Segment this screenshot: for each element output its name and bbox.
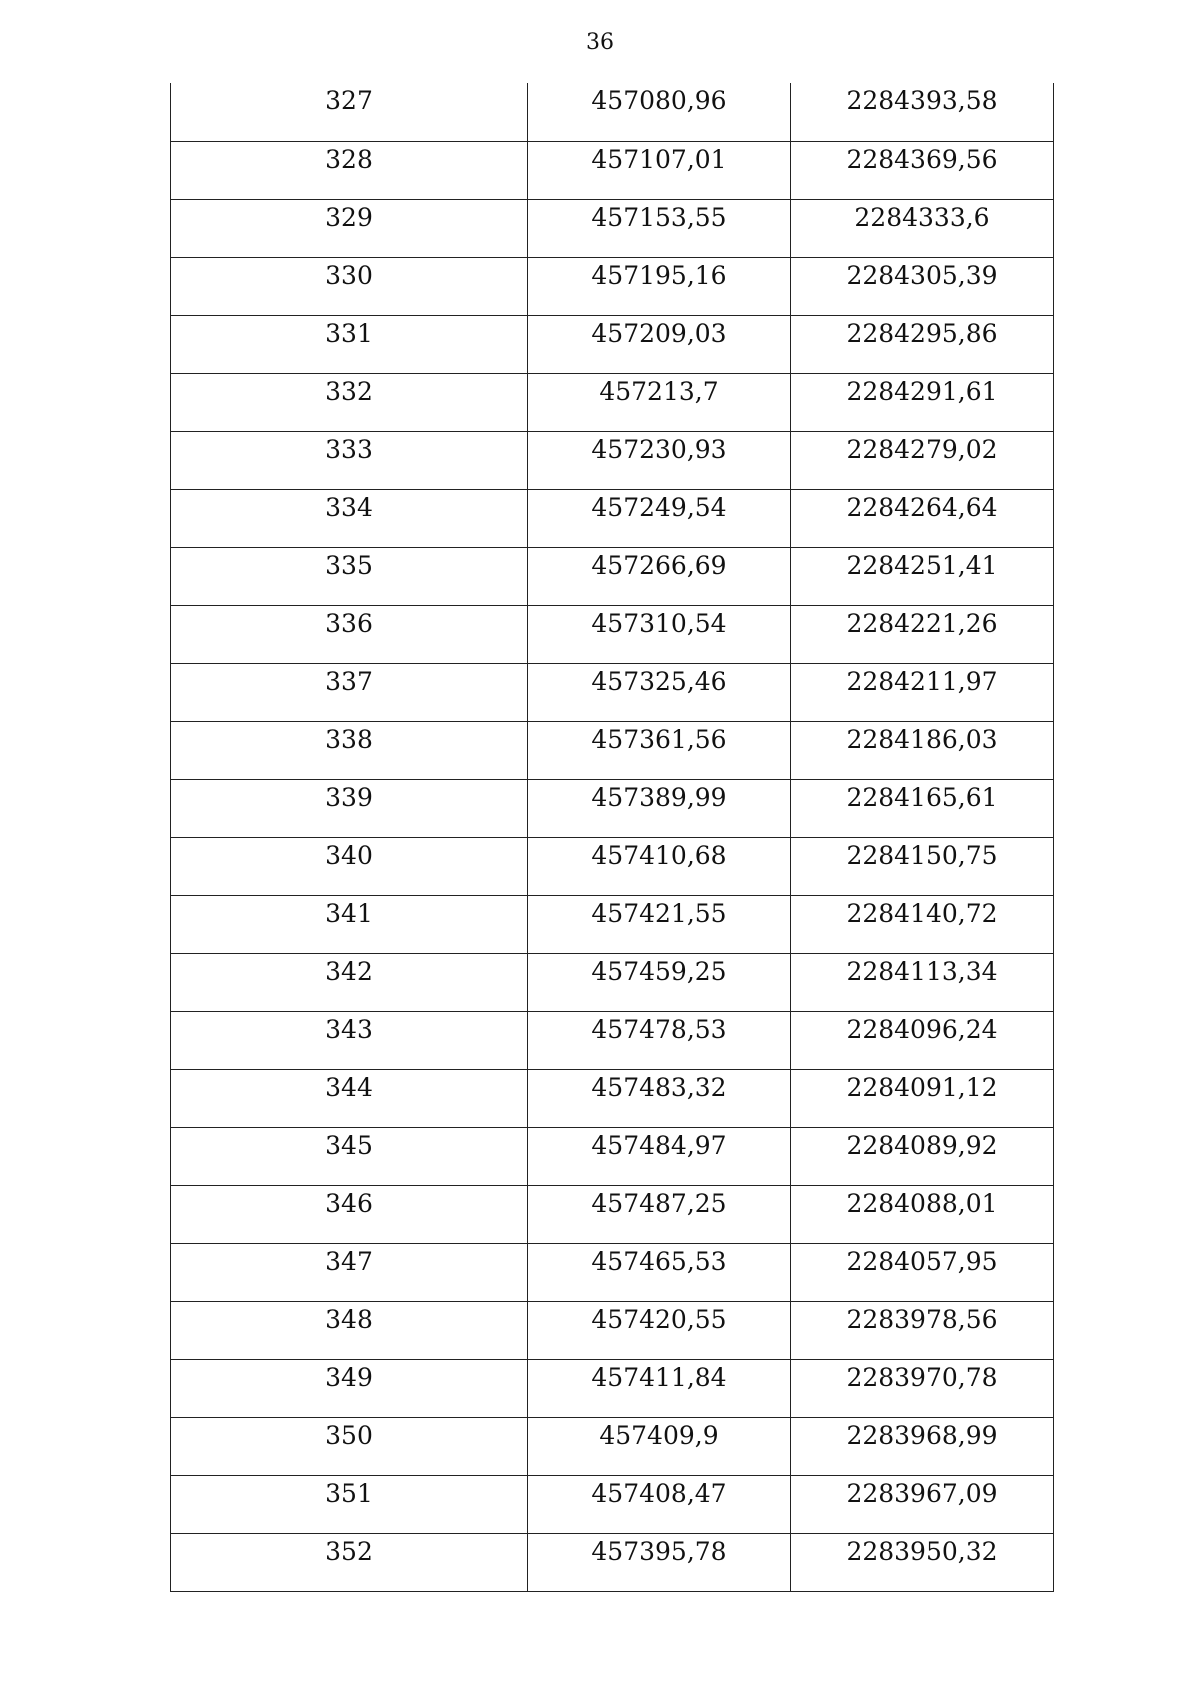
x-coordinate-cell: 457478,53 bbox=[528, 1011, 791, 1069]
table-row bbox=[171, 1069, 1054, 1127]
y-coordinate-cell: 2284091,12 bbox=[791, 1069, 1054, 1127]
y-coordinate-cell: 2284279,02 bbox=[791, 431, 1054, 489]
x-coordinate-cell: 457361,56 bbox=[528, 721, 791, 779]
table-row bbox=[171, 895, 1054, 953]
x-coordinate-cell: 457421,55 bbox=[528, 895, 791, 953]
y-coordinate-cell: 2284140,72 bbox=[791, 895, 1054, 953]
y-coordinate-cell: 2284088,01 bbox=[791, 1185, 1054, 1243]
x-coordinate-cell: 457409,9 bbox=[528, 1417, 791, 1475]
table-row bbox=[171, 1243, 1054, 1301]
table-row bbox=[171, 431, 1054, 489]
y-coordinate-cell: 2284393,58 bbox=[791, 83, 1054, 141]
table-row bbox=[171, 1127, 1054, 1185]
x-coordinate-cell: 457389,99 bbox=[528, 779, 791, 837]
table-row bbox=[171, 489, 1054, 547]
point-number-cell: 350 bbox=[171, 1417, 528, 1475]
table-row bbox=[171, 721, 1054, 779]
table-row bbox=[171, 1301, 1054, 1359]
x-coordinate-cell: 457080,96 bbox=[528, 83, 791, 141]
table-row bbox=[171, 779, 1054, 837]
coordinates-table-body bbox=[171, 83, 1054, 1591]
y-coordinate-cell: 2284333,6 bbox=[791, 199, 1054, 257]
point-number-cell: 339 bbox=[171, 779, 528, 837]
point-number-cell: 349 bbox=[171, 1359, 528, 1417]
table-row bbox=[171, 373, 1054, 431]
point-number-cell: 345 bbox=[171, 1127, 528, 1185]
x-coordinate-cell: 457107,01 bbox=[528, 141, 791, 199]
point-number-cell: 351 bbox=[171, 1475, 528, 1533]
point-number-cell: 340 bbox=[171, 837, 528, 895]
point-number-cell: 337 bbox=[171, 663, 528, 721]
table-row bbox=[171, 1417, 1054, 1475]
point-number-cell: 348 bbox=[171, 1301, 528, 1359]
x-coordinate-cell: 457483,32 bbox=[528, 1069, 791, 1127]
table-row bbox=[171, 315, 1054, 373]
table-row bbox=[171, 141, 1054, 199]
x-coordinate-cell: 457395,78 bbox=[528, 1533, 791, 1591]
y-coordinate-cell: 2283968,99 bbox=[791, 1417, 1054, 1475]
x-coordinate-cell: 457310,54 bbox=[528, 605, 791, 663]
point-number-cell: 352 bbox=[171, 1533, 528, 1591]
y-coordinate-cell: 2283970,78 bbox=[791, 1359, 1054, 1417]
point-number-cell: 344 bbox=[171, 1069, 528, 1127]
point-number-cell: 331 bbox=[171, 315, 528, 373]
y-coordinate-cell: 2284096,24 bbox=[791, 1011, 1054, 1069]
x-coordinate-cell: 457325,46 bbox=[528, 663, 791, 721]
y-coordinate-cell: 2284251,41 bbox=[791, 547, 1054, 605]
point-number-cell: 336 bbox=[171, 605, 528, 663]
point-number-cell: 347 bbox=[171, 1243, 528, 1301]
y-coordinate-cell: 2284264,64 bbox=[791, 489, 1054, 547]
table-row bbox=[171, 199, 1054, 257]
point-number-cell: 333 bbox=[171, 431, 528, 489]
x-coordinate-cell: 457230,93 bbox=[528, 431, 791, 489]
point-number-cell: 338 bbox=[171, 721, 528, 779]
y-coordinate-cell: 2283978,56 bbox=[791, 1301, 1054, 1359]
x-coordinate-cell: 457209,03 bbox=[528, 315, 791, 373]
point-number-cell: 328 bbox=[171, 141, 528, 199]
table-row bbox=[171, 83, 1054, 141]
y-coordinate-cell: 2284295,86 bbox=[791, 315, 1054, 373]
x-coordinate-cell: 457195,16 bbox=[528, 257, 791, 315]
y-coordinate-cell: 2284211,97 bbox=[791, 663, 1054, 721]
page-number: 36 bbox=[586, 30, 614, 55]
y-coordinate-cell: 2284113,34 bbox=[791, 953, 1054, 1011]
y-coordinate-cell: 2284369,56 bbox=[791, 141, 1054, 199]
x-coordinate-cell: 457213,7 bbox=[528, 373, 791, 431]
x-coordinate-cell: 457465,53 bbox=[528, 1243, 791, 1301]
x-coordinate-cell: 457420,55 bbox=[528, 1301, 791, 1359]
y-coordinate-cell: 2284221,26 bbox=[791, 605, 1054, 663]
table-row bbox=[171, 1011, 1054, 1069]
x-coordinate-cell: 457408,47 bbox=[528, 1475, 791, 1533]
table-row bbox=[171, 953, 1054, 1011]
point-number-cell: 329 bbox=[171, 199, 528, 257]
point-number-cell: 330 bbox=[171, 257, 528, 315]
x-coordinate-cell: 457459,25 bbox=[528, 953, 791, 1011]
coordinates-table bbox=[170, 83, 1054, 1592]
table-row bbox=[171, 257, 1054, 315]
y-coordinate-cell: 2283950,32 bbox=[791, 1533, 1054, 1591]
x-coordinate-cell: 457487,25 bbox=[528, 1185, 791, 1243]
x-coordinate-cell: 457410,68 bbox=[528, 837, 791, 895]
y-coordinate-cell: 2284291,61 bbox=[791, 373, 1054, 431]
y-coordinate-cell: 2284057,95 bbox=[791, 1243, 1054, 1301]
y-coordinate-cell: 2284150,75 bbox=[791, 837, 1054, 895]
point-number-cell: 342 bbox=[171, 953, 528, 1011]
y-coordinate-cell: 2284305,39 bbox=[791, 257, 1054, 315]
x-coordinate-cell: 457153,55 bbox=[528, 199, 791, 257]
x-coordinate-cell: 457411,84 bbox=[528, 1359, 791, 1417]
y-coordinate-cell: 2284186,03 bbox=[791, 721, 1054, 779]
table-row bbox=[171, 547, 1054, 605]
point-number-cell: 327 bbox=[171, 83, 528, 141]
y-coordinate-cell: 2283967,09 bbox=[791, 1475, 1054, 1533]
table-row bbox=[171, 837, 1054, 895]
x-coordinate-cell: 457484,97 bbox=[528, 1127, 791, 1185]
y-coordinate-cell: 2284089,92 bbox=[791, 1127, 1054, 1185]
point-number-cell: 332 bbox=[171, 373, 528, 431]
x-coordinate-cell: 457249,54 bbox=[528, 489, 791, 547]
table-row bbox=[171, 1475, 1054, 1533]
y-coordinate-cell: 2284165,61 bbox=[791, 779, 1054, 837]
point-number-cell: 334 bbox=[171, 489, 528, 547]
table-row bbox=[171, 1185, 1054, 1243]
point-number-cell: 341 bbox=[171, 895, 528, 953]
x-coordinate-cell: 457266,69 bbox=[528, 547, 791, 605]
table-row bbox=[171, 1359, 1054, 1417]
point-number-cell: 346 bbox=[171, 1185, 528, 1243]
table-row bbox=[171, 663, 1054, 721]
point-number-cell: 335 bbox=[171, 547, 528, 605]
table-row bbox=[171, 1533, 1054, 1591]
point-number-cell: 343 bbox=[171, 1011, 528, 1069]
table-row bbox=[171, 605, 1054, 663]
